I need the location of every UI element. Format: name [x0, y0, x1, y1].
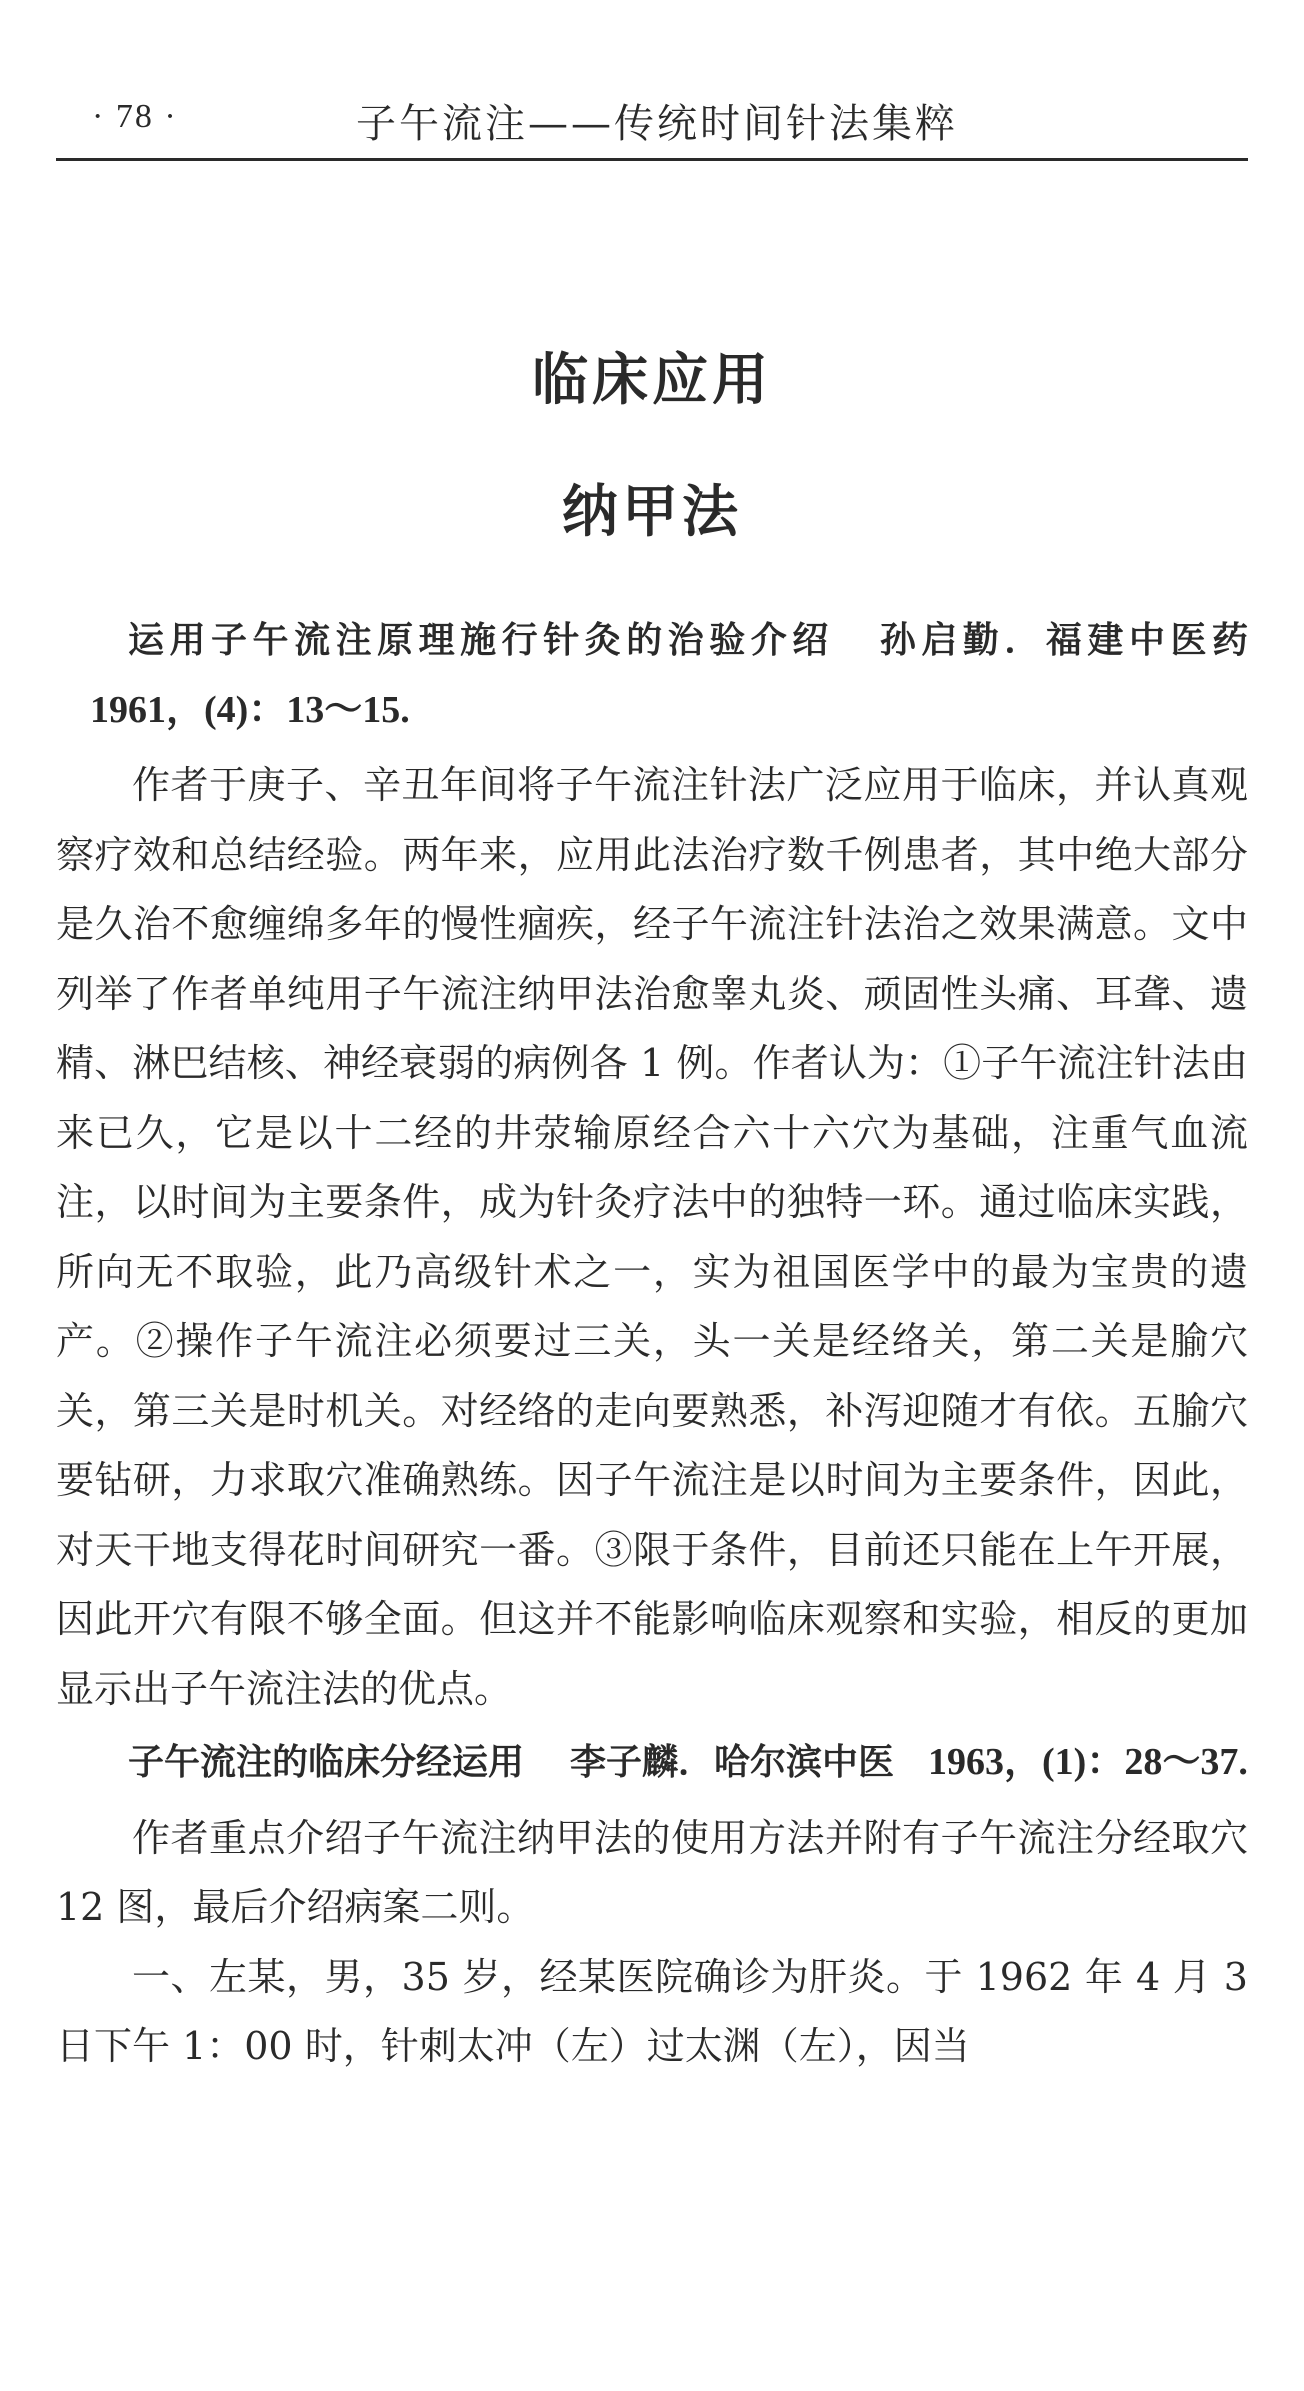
entry-paragraph: 一、左某，男，35 岁，经某医院确诊为肝炎。于 1962 年 4 月 3 日下午 1：00 时，针刺太冲（左）过太渊（左），因当	[56, 1954, 1248, 2068]
entry-heading	[56, 1728, 1248, 1798]
entry-title: 子午流注的临床分经运用	[128, 1742, 525, 1783]
entry-author-source: 李子麟．哈尔滨中医	[570, 1742, 895, 1783]
entry-author-source: 孙启勤．福建中医药	[879, 620, 1248, 661]
entry-paragraph: 作者于庚子、辛丑年间将子午流注针法广泛应用于临床，并认真观察疗效和总结经验。两年来，应用此法治疗数千例患者，其中绝大部分是久治不愈缠绵多年的慢性痼疾，经子午流注针法治之效果满意。文中列举了作者单纯用子午流注纳甲法治愈睾丸炎、顽固性头痛、耳聋、遗精、淋巴结核、神经衰弱的病例各 1 例。作者认为：①子午流注针法由来已久，它是以十二经的井荥输原经合六十六穴为基础，注重气血流注，以时间为主要条件，成为针灸疗法中的独特一环。通过临床实践，所向无不取验，此乃高级针术之一，实为祖国医学中的最为宝贵的遗产。②操作子午流注必须要过三关，头一关是经络关，第二关是腧穴关，第三关是时机关。对经络的走向要熟悉，补泻迎随才有依。五腧穴要钻研，力求取穴准确熟练。因子午流注是以时间为主要条件，因此，对天干地支得花时间研究一番。③限于条件，目前还只能在上午开展，因此开穴有限不够全面。但这并不能影响临床观察和实验，相反的更加显示出子午流注法的优点。	[56, 763, 1248, 1711]
body-text	[56, 606, 1248, 2082]
running-title: 子午流注——传统时间针法集粹	[356, 101, 958, 147]
section-subtitle: 纳甲法	[562, 480, 742, 545]
header-rule	[56, 158, 1248, 161]
page-number: · 78 ·	[92, 98, 178, 135]
entry-citation: 1961，(4)：13～15.	[90, 688, 410, 731]
entry-heading	[56, 606, 1248, 745]
section-title: 临床应用	[532, 348, 772, 413]
entry-citation: 1963，(1)：28～37.	[928, 1741, 1248, 1783]
entry-title: 运用子午流注原理施行针灸的治验介绍	[128, 620, 834, 661]
entry-paragraph: 作者重点介绍子午流注纳甲法的使用方法并附有子午流注分经取穴 12 图，最后介绍病案二则。	[56, 1815, 1248, 1929]
page-header	[56, 88, 1248, 150]
